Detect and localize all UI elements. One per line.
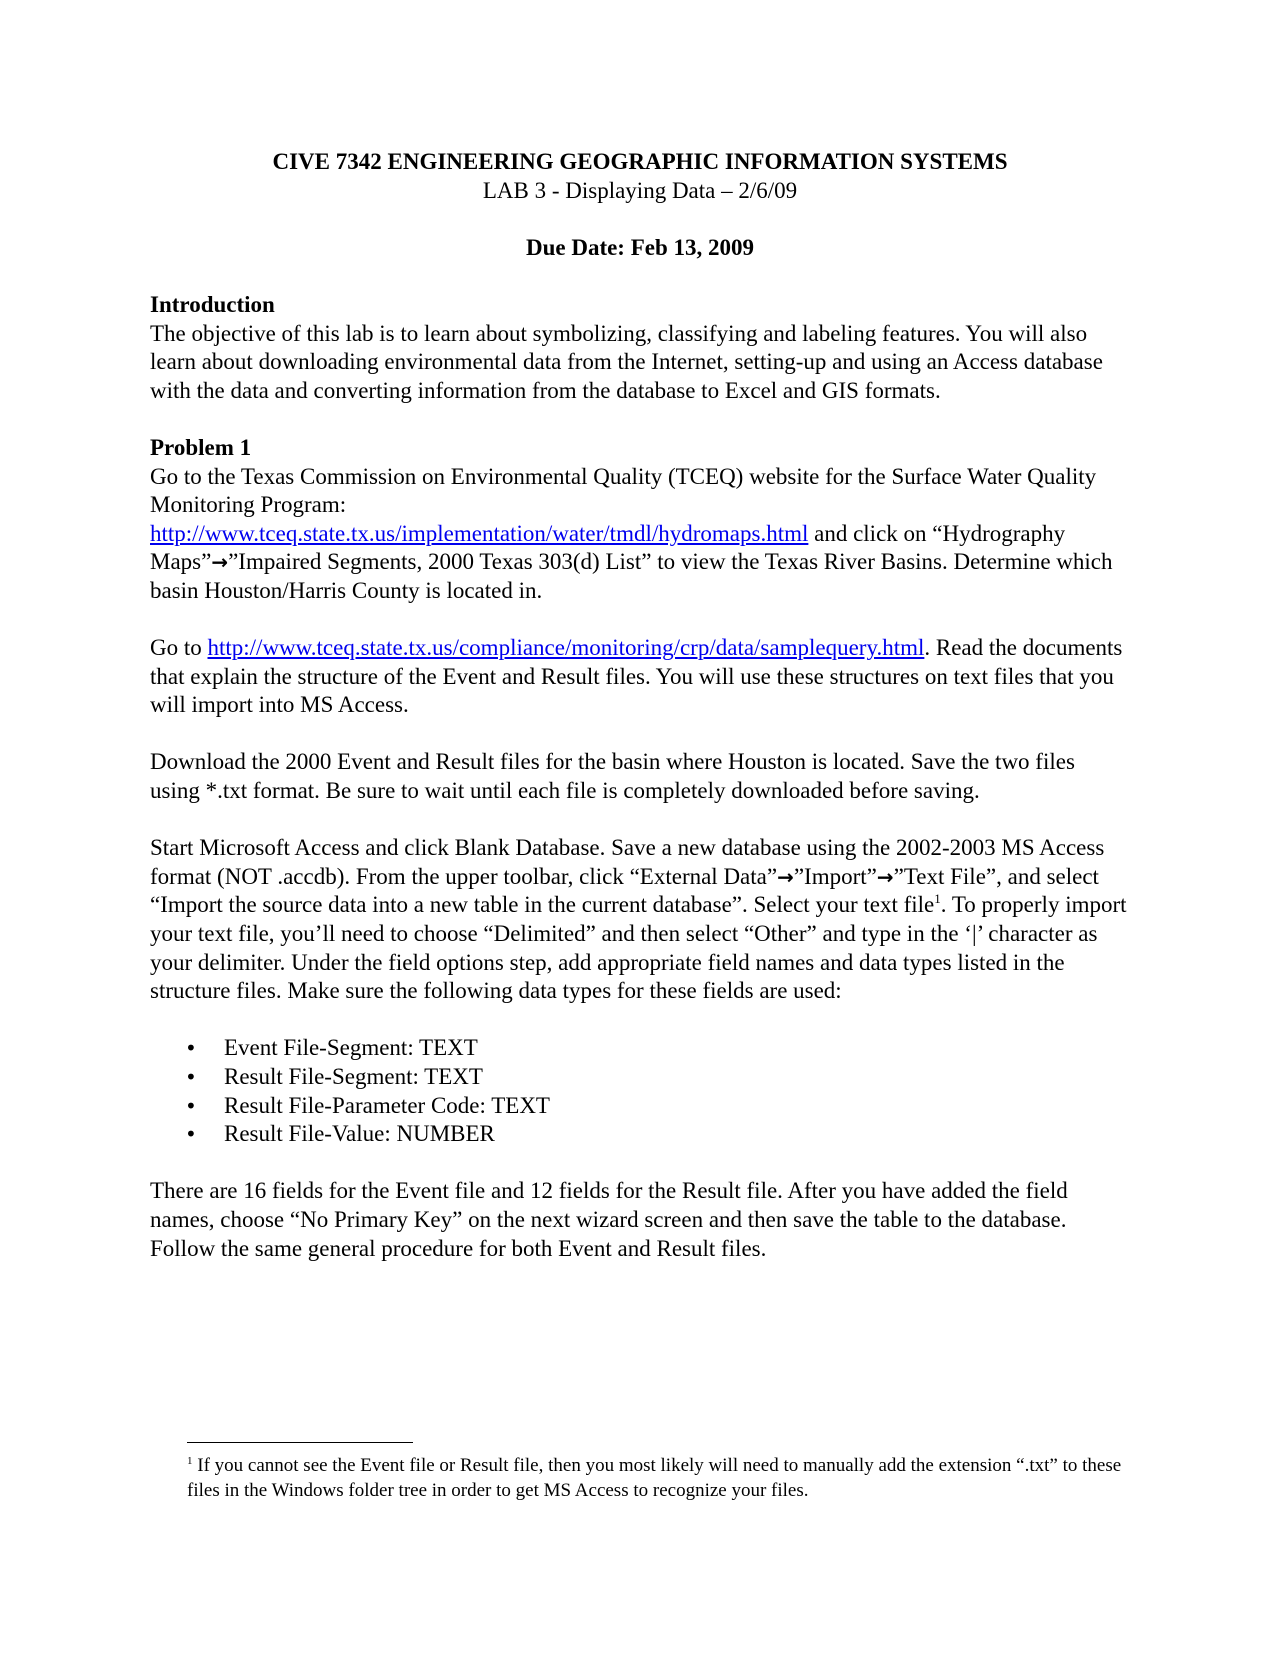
bullet-icon: • <box>185 1093 197 1118</box>
p4-text-b: ”Import” <box>793 863 877 889</box>
footnote-reference: 1 <box>934 891 941 907</box>
p2-text-b: . Read the documents that explain the structure of the Event and Result files. You will use these structures on text files that you will import into MS Access. <box>150 635 1123 718</box>
data-type-list <box>150 1034 1130 1148</box>
p1-text-a: Go to the Texas Commission on Environmental Quality (TCEQ) website for the Surface Water Quality Monitoring Program: <box>150 463 1097 518</box>
bullet-icon: • <box>185 1036 197 1061</box>
footnote <box>187 1453 1137 1503</box>
samplequery-link[interactable]: http://www.tceq.state.tx.us/compliance/monitoring/crp/data/samplequery.html <box>207 635 925 661</box>
due-date: Due Date: Feb 13, 2009 <box>525 234 755 260</box>
p4-text-c: ”Text File”, and select “Import the source data into a new table in the current database”. Select your text file <box>150 863 1099 918</box>
p4-text-d: . To properly import your text file, you’ll need to choose “Delimited” and then select “Other” and type in the ‘|’ character as your delimiter. Under the field options step, add appropriate field names and data types listed in the structure files. Make sure the following data types for these fields are used: <box>150 892 1127 1004</box>
arrow-icon: → <box>876 864 894 889</box>
list-item: • Result File-Segment: TEXT <box>150 1063 1130 1092</box>
problem1-paragraph-5: There are 16 fields for the Event file and 12 fields for the Result file. After you have added the field names, choose “No Primary Key” on the next wizard screen and then save the table to the database. Follow the same general procedure for both Event and Result files. <box>150 1178 1068 1261</box>
hydromaps-link[interactable]: http://www.tceq.state.tx.us/implementation/water/tmdl/hydromaps.html <box>150 520 809 546</box>
list-item: • Result File-Parameter Code: TEXT <box>150 1092 1130 1121</box>
p1-text-c: ”Impaired Segments, 2000 Texas 303(d) List” to view the Texas River Basins. Determine which basin Houston/Harris County is located in. <box>150 549 1113 603</box>
problem1-paragraph-2 <box>150 634 1130 720</box>
footnote-number: 1 <box>187 1455 193 1467</box>
problem1-paragraph-4 <box>150 834 1130 1006</box>
p2-text-a: Go to <box>150 635 208 661</box>
bullet-icon: • <box>185 1122 197 1147</box>
footnote-text: If you cannot see the Event file or Result file, then you most likely will need to manually add the extension “.txt” to these files in the Windows folder tree in order to get MS Access to recognize your files. <box>187 1455 1122 1501</box>
footnote-separator <box>187 1442 413 1443</box>
list-item: • Event File-Segment: TEXT <box>150 1034 1130 1063</box>
problem1-paragraph-3: Download the 2000 Event and Result files for the basin where Houston is located. Save the two files using *.txt format. Be sure to wait until each file is completely downloaded before saving. <box>150 749 1075 804</box>
introduction-heading: Introduction <box>150 291 275 317</box>
introduction-body: The objective of this lab is to learn about symbolizing, classifying and labeling features. You will also learn about downloading environmental data from the Internet, setting-up and using an Access database with the data and converting information from the database to Excel and GIS formats. <box>150 320 1103 403</box>
p4-text-a: Start Microsoft Access and click Blank Database. Save a new database using the 2002-2003 MS Access format (NOT .accdb). From the upper toolbar, click “External Data” <box>150 835 1105 889</box>
arrow-icon: → <box>211 550 229 575</box>
problem1-paragraph-1 <box>150 463 1130 606</box>
arrow-icon: → <box>777 864 794 889</box>
problem1-heading: Problem 1 <box>150 434 252 460</box>
lab-title: LAB 3 - Displaying Data – 2/6/09 <box>482 177 798 203</box>
course-title: CIVE 7342 ENGINEERING GEOGRAPHIC INFORMATION SYSTEMS <box>272 149 1008 174</box>
bullet-icon: • <box>185 1065 197 1089</box>
p1-text-b: and click on “Hydrography Maps” <box>150 520 1066 575</box>
list-item: • Result File-Value: NUMBER <box>150 1120 1130 1149</box>
